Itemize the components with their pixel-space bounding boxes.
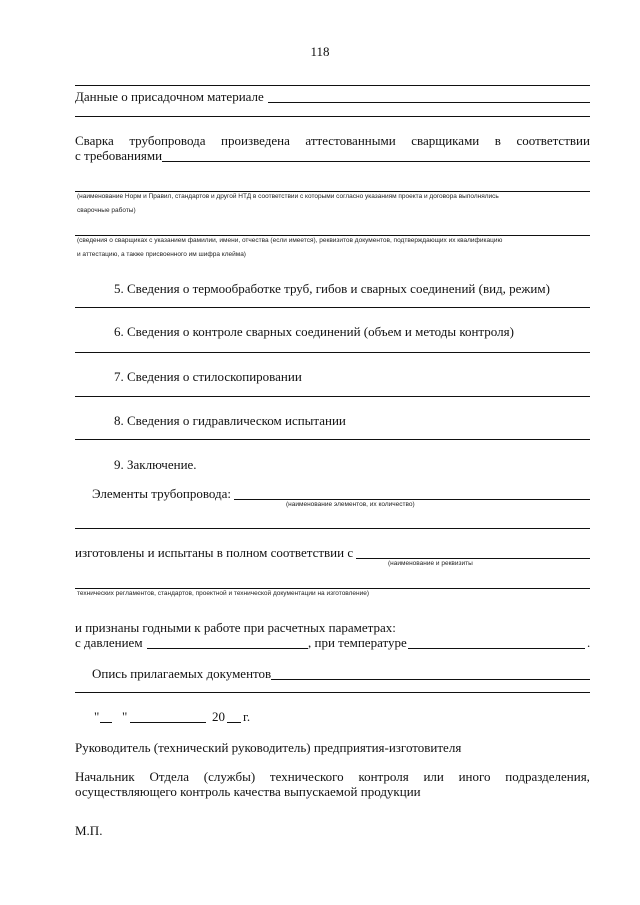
norms-caption-line2: сварочные работы) xyxy=(77,207,136,214)
head-label: Руководитель (технический руководитель) предприятия-изготовителя xyxy=(75,740,462,755)
section-6-heading: 6. Сведения о контроле сварных соединений (объем и методы контроля) xyxy=(114,324,514,339)
temperature-period: . xyxy=(587,635,591,650)
recognized-label: и признаны годными к работе при расчетных параметрах: xyxy=(75,620,396,635)
elements-caption: (наименование элементов, их количество) xyxy=(286,501,415,508)
welding-word: Сварка xyxy=(75,133,114,148)
date-quote-close: " xyxy=(122,709,128,724)
temperature-field[interactable] xyxy=(408,648,585,649)
welding-word: аттестованными xyxy=(305,133,396,148)
welding-requirements-label: с требованиями xyxy=(75,148,163,163)
manufactured-label: изготовлены и испытаны в полном соответствии с xyxy=(75,545,354,560)
filler-material-label: Данные о присадочном материале xyxy=(75,89,264,104)
qc-paragraph-line2: осуществляющего контроль качества выпускаемой продукции xyxy=(75,784,421,799)
requisites-field[interactable] xyxy=(356,558,590,559)
welders-caption-line2: и аттестацию, а также присвоенного им шифра клейма) xyxy=(77,251,246,258)
section-8-heading: 8. Сведения о гидравлическом испытании xyxy=(114,413,346,428)
regulations-caption: технических регламентов, стандартов, проектной и технической документации на изготовление) xyxy=(77,590,370,597)
elements-field-continued[interactable] xyxy=(75,528,590,529)
date-year-prefix: 20 xyxy=(212,709,225,724)
date-quote-open: " xyxy=(94,709,100,724)
inventory-label: Опись прилагаемых документов xyxy=(92,666,272,681)
requisites-caption: (наименование и реквизиты xyxy=(388,560,473,567)
welders-caption-line1: (сведения о сварщиках с указанием фамилии, имени, отчества (если имеется), реквизитов документов, подтверждающих их квалификацию xyxy=(77,237,503,244)
welding-word: в xyxy=(494,133,501,148)
welding-word: произведена xyxy=(221,133,290,148)
page-number: 118 xyxy=(310,44,330,59)
welding-word: сварщиками xyxy=(411,133,480,148)
section-5-field[interactable] xyxy=(75,307,590,308)
welding-requirements-field[interactable] xyxy=(162,161,590,162)
norms-caption-line1: (наименование Норм и Правил, стандартов и другой НТД в соответствии с которыми согласно указаниям проекта и договора выполнялись xyxy=(77,193,499,200)
qc-word: подразделения, xyxy=(505,769,590,784)
section-8-field[interactable] xyxy=(75,439,590,440)
qc-word: Отдела xyxy=(149,769,190,784)
qc-word: (службы) xyxy=(203,769,256,784)
section-5-heading: 5. Сведения о термообработке труб, гибов и сварных соединений (вид, режим) xyxy=(114,281,550,296)
date-day-field[interactable] xyxy=(100,722,112,723)
qc-paragraph-line1 xyxy=(75,769,590,784)
filler-material-field[interactable] xyxy=(268,102,590,103)
inventory-field-continued[interactable] xyxy=(75,692,590,693)
temperature-label: , при температуре xyxy=(308,635,407,650)
elements-label: Элементы трубопровода: xyxy=(92,486,232,501)
welding-paragraph-line1 xyxy=(75,133,590,148)
welding-word: трубопровода xyxy=(129,133,206,148)
section-9-heading: 9. Заключение. xyxy=(114,457,197,472)
stamp-label: М.П. xyxy=(75,823,103,838)
date-month-field[interactable] xyxy=(130,722,206,723)
top-rule xyxy=(75,85,590,86)
qc-word: или xyxy=(423,769,444,784)
date-year-field[interactable] xyxy=(227,722,241,723)
pressure-label: с давлением xyxy=(75,635,143,650)
welding-word: соответствии xyxy=(516,133,590,148)
welders-field[interactable] xyxy=(75,235,590,236)
qc-word: иного xyxy=(458,769,491,784)
section-6-field[interactable] xyxy=(75,352,590,353)
date-year-suffix: г. xyxy=(243,709,251,724)
section-divider-1 xyxy=(75,116,590,117)
section-7-heading: 7. Сведения о стилоскопировании xyxy=(114,369,302,384)
section-7-field[interactable] xyxy=(75,396,590,397)
qc-word: контроля xyxy=(358,769,409,784)
qc-word: Начальник xyxy=(75,769,135,784)
pressure-field[interactable] xyxy=(147,648,308,649)
regulations-field[interactable] xyxy=(75,588,590,589)
qc-word: технического xyxy=(269,769,344,784)
elements-field[interactable] xyxy=(234,499,590,500)
norms-field[interactable] xyxy=(75,191,590,192)
inventory-field[interactable] xyxy=(271,679,590,680)
